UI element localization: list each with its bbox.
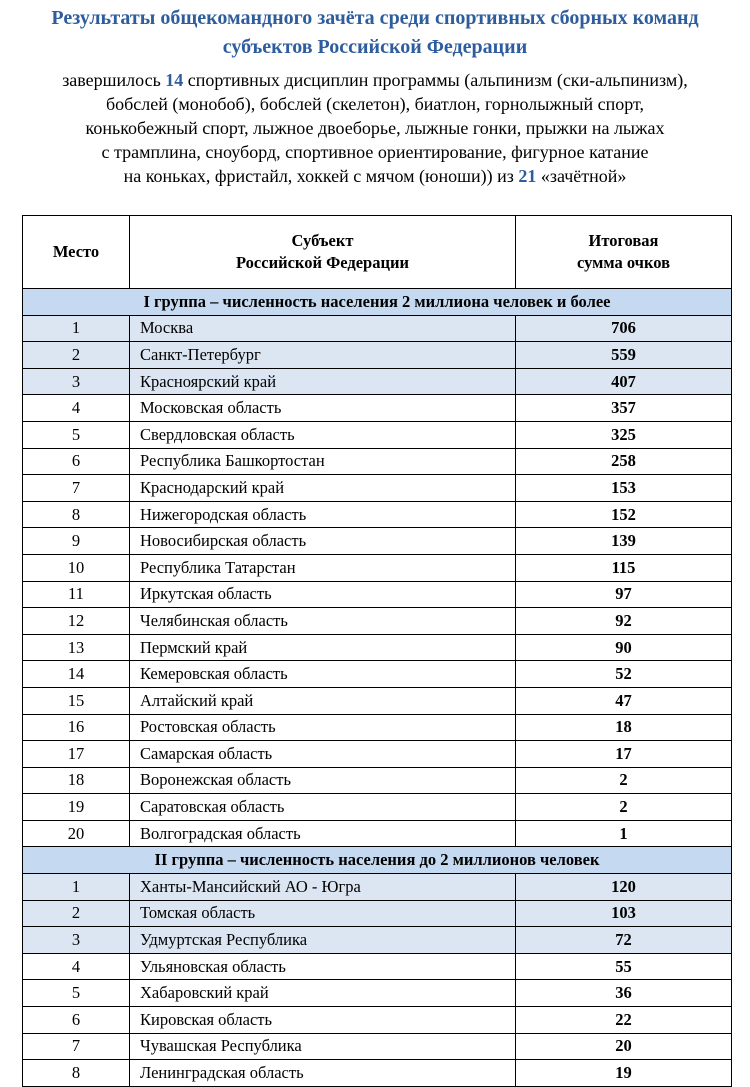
- cell-place: 3: [23, 927, 130, 954]
- cell-points: 18: [516, 714, 732, 741]
- table-body: [23, 289, 732, 1087]
- cell-name: Воронежская область: [130, 767, 516, 794]
- cell-place: 1: [23, 874, 130, 901]
- table-row: [23, 634, 732, 661]
- page-title: [0, 4, 750, 62]
- cell-name: Новосибирская область: [130, 528, 516, 555]
- cell-place: 20: [23, 820, 130, 847]
- cell-place: 15: [23, 687, 130, 714]
- intro-line-1: завершилось 14 спортивных дисциплин программы (альпинизм (ски-альпинизм),: [62, 70, 688, 90]
- cell-points: 19: [516, 1060, 732, 1087]
- cell-name: Московская область: [130, 395, 516, 422]
- cell-place: 3: [23, 368, 130, 395]
- cell-name: Ханты-Мансийский АО - Югра: [130, 874, 516, 901]
- cell-place: 14: [23, 661, 130, 688]
- cell-points: 152: [516, 501, 732, 528]
- cell-name: Самарская область: [130, 741, 516, 768]
- cell-points: 2: [516, 794, 732, 821]
- cell-place: 19: [23, 794, 130, 821]
- cell-points: 325: [516, 421, 732, 448]
- cell-name: Краснодарский край: [130, 475, 516, 502]
- cell-points: 407: [516, 368, 732, 395]
- cell-points: 706: [516, 315, 732, 342]
- intro-line-3: конькобежный спорт, лыжное двоеборье, лыжные гонки, прыжки на лыжах: [85, 118, 665, 138]
- cell-name: Красноярский край: [130, 368, 516, 395]
- cell-points: 72: [516, 927, 732, 954]
- cell-place: 9: [23, 528, 130, 555]
- table-row: [23, 687, 732, 714]
- cell-points: 1: [516, 820, 732, 847]
- group1-title: I группа – численность населения 2 миллиона человек и более: [23, 289, 732, 316]
- cell-name: Республика Башкортостан: [130, 448, 516, 475]
- cell-place: 17: [23, 741, 130, 768]
- results-table: [22, 215, 732, 1087]
- table-row: [23, 767, 732, 794]
- cell-name: Москва: [130, 315, 516, 342]
- cell-name: Ульяновская область: [130, 953, 516, 980]
- table-row: [23, 980, 732, 1007]
- table-row: [23, 820, 732, 847]
- cell-name: Нижегородская область: [130, 501, 516, 528]
- cell-name: Саратовская область: [130, 794, 516, 821]
- cell-place: 2: [23, 342, 130, 369]
- cell-place: 13: [23, 634, 130, 661]
- cell-place: 2: [23, 900, 130, 927]
- table-row: [23, 900, 732, 927]
- cell-name: Ростовская область: [130, 714, 516, 741]
- cell-points: 17: [516, 741, 732, 768]
- cell-place: 8: [23, 1060, 130, 1087]
- cell-name: Ленинградская область: [130, 1060, 516, 1087]
- cell-name: Челябинская область: [130, 608, 516, 635]
- cell-points: 22: [516, 1007, 732, 1034]
- title-line-1: Результаты общекомандного зачёта среди спортивных сборных команд: [51, 7, 699, 29]
- cell-points: 139: [516, 528, 732, 555]
- intro-line-2: бобслей (монобоб), бобслей (скелетон), биатлон, горнолыжный спорт,: [105, 94, 645, 114]
- group1-header-row: [23, 289, 732, 316]
- table-row: [23, 421, 732, 448]
- cell-name: Пермский край: [130, 634, 516, 661]
- cell-points: 90: [516, 634, 732, 661]
- cell-place: 18: [23, 767, 130, 794]
- cell-place: 8: [23, 501, 130, 528]
- title-line-2: субъектов Российской Федерации: [222, 36, 528, 58]
- table-row: [23, 1060, 732, 1087]
- table-row: [23, 874, 732, 901]
- cell-points: 258: [516, 448, 732, 475]
- table-row: [23, 714, 732, 741]
- cell-place: 12: [23, 608, 130, 635]
- table-row: [23, 927, 732, 954]
- table-row: [23, 342, 732, 369]
- table-row: [23, 315, 732, 342]
- table-row: [23, 395, 732, 422]
- cell-name: Кировская область: [130, 1007, 516, 1034]
- cell-place: 5: [23, 421, 130, 448]
- cell-name: Иркутская область: [130, 581, 516, 608]
- cell-place: 4: [23, 953, 130, 980]
- cell-points: 559: [516, 342, 732, 369]
- cell-name: Алтайский край: [130, 687, 516, 714]
- cell-name: Удмуртская Республика: [130, 927, 516, 954]
- total-count: 21: [518, 166, 537, 186]
- cell-name: Санкт-Петербург: [130, 342, 516, 369]
- cell-points: 357: [516, 395, 732, 422]
- table-row: [23, 528, 732, 555]
- cell-name: Чувашская Республика: [130, 1033, 516, 1060]
- table-row: [23, 1007, 732, 1034]
- cell-points: 97: [516, 581, 732, 608]
- cell-place: 7: [23, 475, 130, 502]
- intro-line-5: на коньках, фристайл, хоккей с мячом (юноши)) из 21 «зачётной»: [123, 166, 627, 186]
- cell-name: Кемеровская область: [130, 661, 516, 688]
- cell-points: 55: [516, 953, 732, 980]
- cell-points: 120: [516, 874, 732, 901]
- cell-name: Республика Татарстан: [130, 554, 516, 581]
- group2-title: II группа – численность населения до 2 миллионов человек: [23, 847, 732, 874]
- cell-place: 10: [23, 554, 130, 581]
- completed-count: 14: [165, 70, 184, 90]
- table-row: [23, 475, 732, 502]
- table-row: [23, 554, 732, 581]
- cell-place: 5: [23, 980, 130, 1007]
- cell-points: 20: [516, 1033, 732, 1060]
- cell-name: Томская область: [130, 900, 516, 927]
- table-row: [23, 448, 732, 475]
- table-row: [23, 1033, 732, 1060]
- cell-name: Свердловская область: [130, 421, 516, 448]
- table-row: [23, 501, 732, 528]
- cell-place: 1: [23, 315, 130, 342]
- table-row: [23, 608, 732, 635]
- cell-name: Волгоградская область: [130, 820, 516, 847]
- cell-points: 115: [516, 554, 732, 581]
- cell-points: 52: [516, 661, 732, 688]
- header-subject: Субъект Российской Федерации: [130, 216, 516, 289]
- cell-points: 2: [516, 767, 732, 794]
- table-row: [23, 741, 732, 768]
- intro-line-4: с трамплина, сноуборд, спортивное ориентирование, фигурное катание: [101, 142, 649, 162]
- table-row: [23, 661, 732, 688]
- header-place: Место: [23, 216, 130, 289]
- cell-place: 7: [23, 1033, 130, 1060]
- group2-header-row: [23, 847, 732, 874]
- cell-points: 153: [516, 475, 732, 502]
- intro-text: [0, 68, 750, 188]
- cell-place: 11: [23, 581, 130, 608]
- cell-name: Хабаровский край: [130, 980, 516, 1007]
- table-header-row: [23, 216, 732, 289]
- cell-place: 16: [23, 714, 130, 741]
- cell-place: 6: [23, 1007, 130, 1034]
- header-points: Итоговая сумма очков: [516, 216, 732, 289]
- table-row: [23, 794, 732, 821]
- table-row: [23, 953, 732, 980]
- cell-place: 6: [23, 448, 130, 475]
- cell-points: 103: [516, 900, 732, 927]
- cell-points: 36: [516, 980, 732, 1007]
- table-row: [23, 581, 732, 608]
- table-row: [23, 368, 732, 395]
- cell-place: 4: [23, 395, 130, 422]
- cell-points: 47: [516, 687, 732, 714]
- cell-points: 92: [516, 608, 732, 635]
